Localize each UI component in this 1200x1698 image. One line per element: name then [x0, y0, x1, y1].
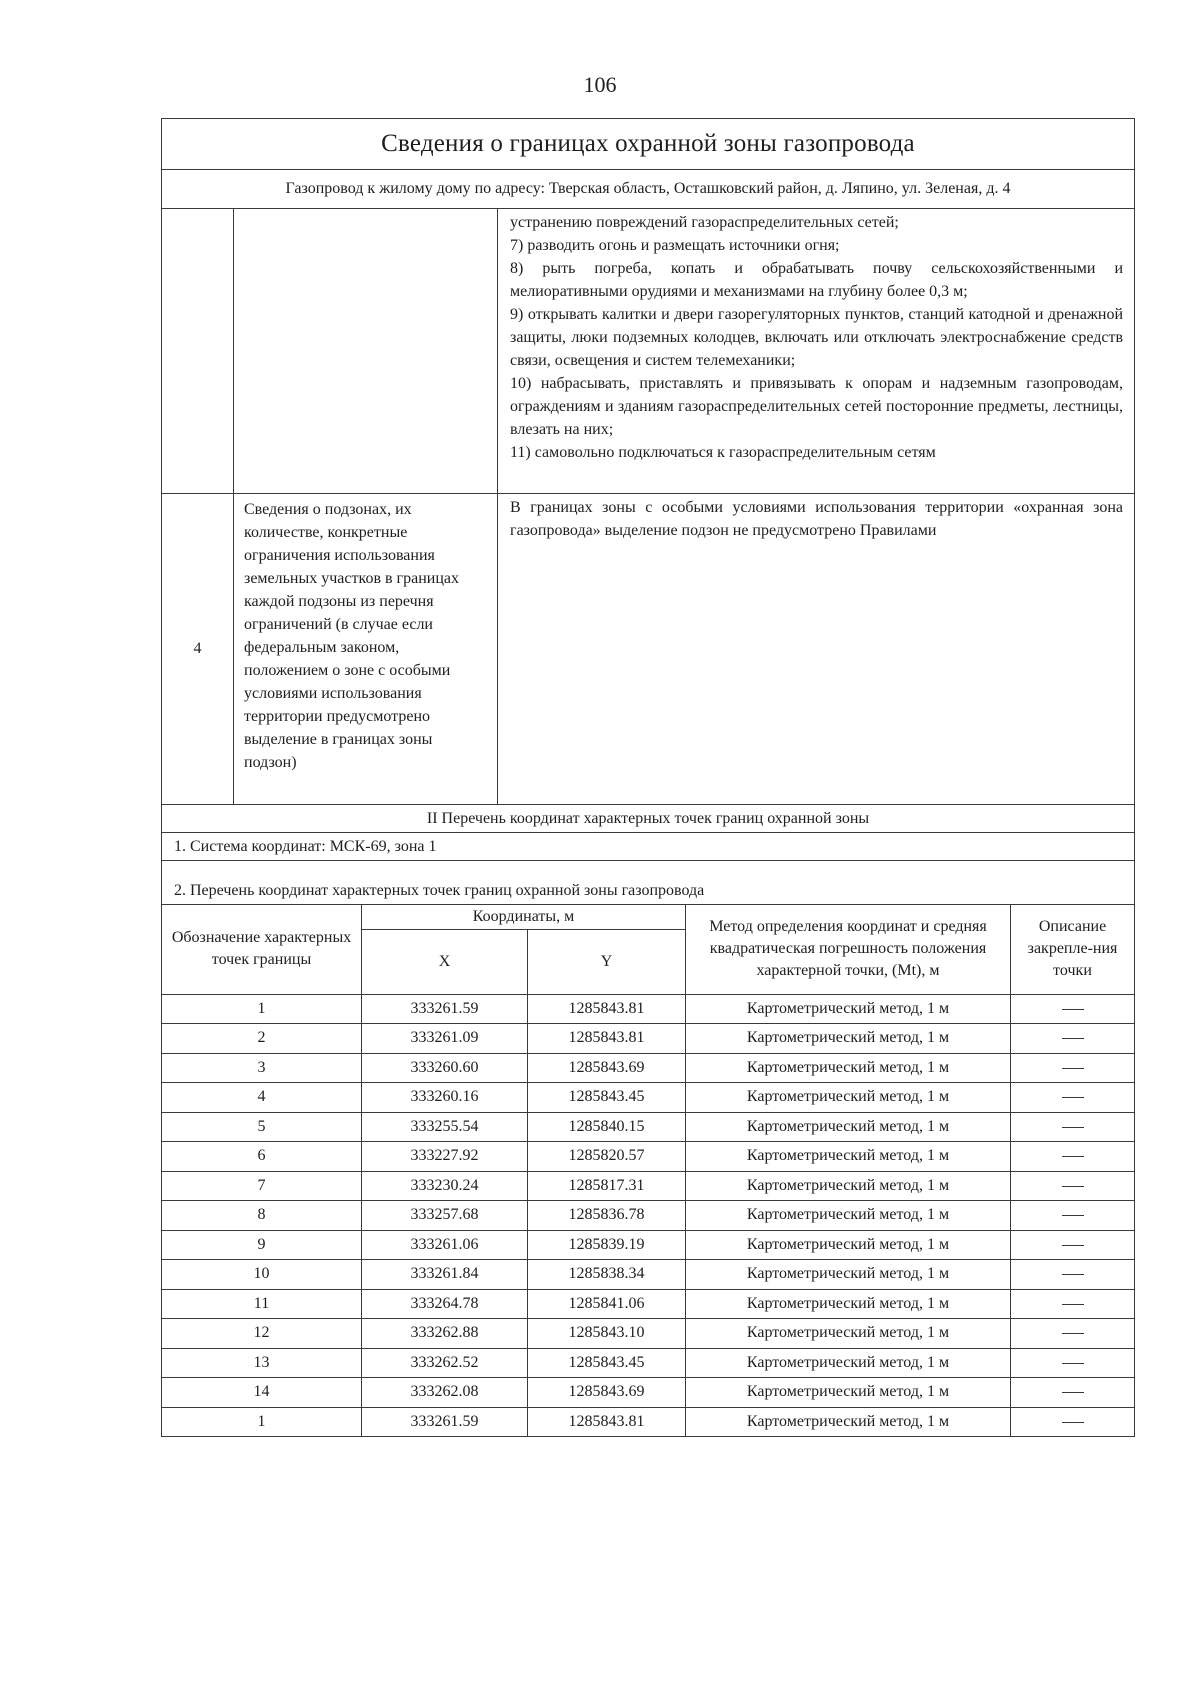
dash-mark — [1062, 1392, 1084, 1393]
dash-mark — [1062, 1127, 1084, 1128]
table-row — [162, 1201, 1135, 1231]
coordinates-table-body — [162, 994, 1135, 1437]
method-cell: Картометрический метод, 1 м — [686, 1348, 1011, 1378]
subzones-label: Сведения о подзонах, их количестве, конкретные ограничения использования земельных участков в границах каждой подзоны из перечня ограничений (в случае если федеральным законом, положением о зоне с особыми условиями использования территории предусмотрено выделение в границах зоны подзон) — [234, 494, 498, 805]
method-cell: Картометрический метод, 1 м — [686, 1053, 1011, 1083]
description-cell — [1011, 1289, 1135, 1319]
table-row — [162, 1142, 1135, 1172]
y-coordinate-cell: 1285843.81 — [528, 1407, 686, 1437]
document-body — [161, 118, 1134, 1437]
dash-mark — [1062, 1274, 1084, 1275]
description-cell — [1011, 994, 1135, 1024]
row-number: 4 — [162, 494, 234, 805]
y-coordinate-cell: 1285843.45 — [528, 1083, 686, 1113]
y-coordinate-cell: 1285836.78 — [528, 1201, 686, 1231]
x-coordinate-cell: 333261.09 — [362, 1024, 528, 1054]
document-title: Сведения о границах охранной зоны газопровода — [162, 119, 1135, 170]
page-number: 106 — [583, 72, 617, 97]
description-cell — [1011, 1171, 1135, 1201]
zone-info-table — [161, 118, 1135, 905]
table-row — [162, 1378, 1135, 1408]
point-cell: 4 — [162, 1083, 362, 1113]
x-coordinate-cell: 333262.08 — [362, 1378, 528, 1408]
empty-label-cell — [234, 209, 498, 494]
y-coordinate-cell: 1285843.81 — [528, 994, 686, 1024]
table-row — [162, 1024, 1135, 1054]
restriction-line: 11) самовольно подключаться к газораспределительным сетям — [510, 444, 936, 461]
point-cell: 3 — [162, 1053, 362, 1083]
x-coordinate-cell: 333227.92 — [362, 1142, 528, 1172]
y-coordinate-cell: 1285843.81 — [528, 1024, 686, 1054]
method-cell: Картометрический метод, 1 м — [686, 1289, 1011, 1319]
y-coordinate-cell: 1285843.45 — [528, 1348, 686, 1378]
dash-mark — [1062, 1215, 1084, 1216]
description-cell — [1011, 1053, 1135, 1083]
x-coordinate-cell: 333255.54 — [362, 1112, 528, 1142]
x-coordinate-cell: 333257.68 — [362, 1201, 528, 1231]
x-coordinate-cell: 333230.24 — [362, 1171, 528, 1201]
method-cell: Картометрический метод, 1 м — [686, 1083, 1011, 1113]
dash-mark — [1062, 1068, 1084, 1069]
point-cell: 8 — [162, 1201, 362, 1231]
point-cell: 7 — [162, 1171, 362, 1201]
coordinates-table — [161, 904, 1135, 1438]
point-cell: 9 — [162, 1230, 362, 1260]
y-coordinate-cell: 1285839.19 — [528, 1230, 686, 1260]
section-heading: II Перечень координат характерных точек границ охранной зоны — [162, 805, 1135, 833]
x-coordinate-cell: 333262.52 — [362, 1348, 528, 1378]
dash-mark — [1062, 1333, 1084, 1334]
x-coordinate-cell: 333261.06 — [362, 1230, 528, 1260]
x-coordinate-cell: 333260.16 — [362, 1083, 528, 1113]
dash-mark — [1062, 1422, 1084, 1423]
method-cell: Картометрический метод, 1 м — [686, 1112, 1011, 1142]
subzones-row — [162, 494, 1135, 805]
dash-mark — [1062, 1245, 1084, 1246]
table-row — [162, 1260, 1135, 1290]
description-cell — [1011, 1319, 1135, 1349]
table-row — [162, 1171, 1135, 1201]
description-cell — [1011, 1230, 1135, 1260]
header-point: Обозначение характерных точек границы — [162, 904, 362, 994]
x-coordinate-cell: 333260.60 — [362, 1053, 528, 1083]
restriction-line: 9) открывать калитки и двери газорегуляторных пунктов, станций катодной и дренажной защиты, люки подземных колодцев, включать или отключать электроснабжение средств связи, освещения и систем телемеханики; — [510, 306, 1124, 369]
table-row — [162, 1407, 1135, 1437]
dash-mark — [1062, 1186, 1084, 1187]
coordinates-list-title: 2. Перечень координат характерных точек границ охранной зоны газопровода — [162, 861, 1135, 905]
x-coordinate-cell: 333261.59 — [362, 994, 528, 1024]
x-coordinate-cell: 333264.78 — [362, 1289, 528, 1319]
table-row — [162, 994, 1135, 1024]
x-coordinate-cell: 333262.88 — [362, 1319, 528, 1349]
y-coordinate-cell: 1285843.69 — [528, 1053, 686, 1083]
y-coordinate-cell: 1285841.06 — [528, 1289, 686, 1319]
method-cell: Картометрический метод, 1 м — [686, 1378, 1011, 1408]
x-coordinate-cell: 333261.84 — [362, 1260, 528, 1290]
description-cell — [1011, 1407, 1135, 1437]
y-coordinate-cell: 1285838.34 — [528, 1260, 686, 1290]
restrictions-text — [498, 209, 1135, 494]
empty-number-cell — [162, 209, 234, 494]
point-cell: 6 — [162, 1142, 362, 1172]
table-row — [162, 1083, 1135, 1113]
table-row — [162, 1053, 1135, 1083]
restriction-line: 7) разводить огонь и размещать источники огня; — [510, 237, 840, 254]
y-coordinate-cell: 1285843.10 — [528, 1319, 686, 1349]
description-cell — [1011, 1201, 1135, 1231]
description-cell — [1011, 1348, 1135, 1378]
x-coordinate-cell: 333261.59 — [362, 1407, 528, 1437]
coordinate-system: 1. Система координат: МСК-69, зона 1 — [162, 833, 1135, 861]
method-cell: Картометрический метод, 1 м — [686, 1260, 1011, 1290]
dash-mark — [1062, 1304, 1084, 1305]
header-method: Метод определения координат и средняя квадратическая погрешность положения характерной точки, (Мt), м — [686, 904, 1011, 994]
header-y: Y — [528, 929, 686, 994]
table-row — [162, 1112, 1135, 1142]
table-row — [162, 1289, 1135, 1319]
restrictions-continuation-row — [162, 209, 1135, 494]
point-cell: 13 — [162, 1348, 362, 1378]
description-cell — [1011, 1112, 1135, 1142]
method-cell: Картометрический метод, 1 м — [686, 1024, 1011, 1054]
description-cell — [1011, 1260, 1135, 1290]
point-cell: 1 — [162, 994, 362, 1024]
point-cell: 2 — [162, 1024, 362, 1054]
dash-mark — [1062, 1097, 1084, 1098]
description-cell — [1011, 1142, 1135, 1172]
table-row — [162, 1348, 1135, 1378]
header-coordinates: Координаты, м — [362, 904, 686, 929]
dash-mark — [1062, 1363, 1084, 1364]
table-row — [162, 1230, 1135, 1260]
point-cell: 1 — [162, 1407, 362, 1437]
point-cell: 10 — [162, 1260, 362, 1290]
document-subtitle: Газопровод к жилому дому по адресу: Тверская область, Осташковский район, д. Ляпино, ул. Зеленая, д. 4 — [162, 170, 1135, 209]
method-cell: Картометрический метод, 1 м — [686, 1171, 1011, 1201]
description-cell — [1011, 1024, 1135, 1054]
y-coordinate-cell: 1285840.15 — [528, 1112, 686, 1142]
y-coordinate-cell: 1285820.57 — [528, 1142, 686, 1172]
method-cell: Картометрический метод, 1 м — [686, 1201, 1011, 1231]
method-cell: Картометрический метод, 1 м — [686, 1319, 1011, 1349]
dash-mark — [1062, 1038, 1084, 1039]
point-cell: 5 — [162, 1112, 362, 1142]
description-cell — [1011, 1378, 1135, 1408]
description-cell — [1011, 1083, 1135, 1113]
subzones-value: В границах зоны с особыми условиями использования территории «охранная зона газопровода» выделение подзон не предусмотрено Правилами — [498, 494, 1135, 805]
dash-mark — [1062, 1009, 1084, 1010]
table-row — [162, 1319, 1135, 1349]
method-cell: Картометрический метод, 1 м — [686, 994, 1011, 1024]
point-cell: 12 — [162, 1319, 362, 1349]
header-description: Описание закрепле-ния точки — [1011, 904, 1135, 994]
y-coordinate-cell: 1285817.31 — [528, 1171, 686, 1201]
y-coordinate-cell: 1285843.69 — [528, 1378, 686, 1408]
method-cell: Картометрический метод, 1 м — [686, 1230, 1011, 1260]
method-cell: Картометрический метод, 1 м — [686, 1142, 1011, 1172]
restriction-line: устранению повреждений газораспределительных сетей; — [510, 214, 899, 231]
restriction-line: 8) рыть погреба, копать и обрабатывать почву сельскохозяйственными и мелиоративными орудиями и механизмами на глубину более 0,3 м; — [510, 260, 1124, 300]
method-cell: Картометрический метод, 1 м — [686, 1407, 1011, 1437]
header-x: X — [362, 929, 528, 994]
restriction-line: 10) набрасывать, приставлять и привязывать к опорам и надземным газопроводам, ограждениям и зданиям газораспределительных сетей посторонние предметы, лестницы, влезать на них; — [510, 375, 1124, 438]
point-cell: 11 — [162, 1289, 362, 1319]
point-cell: 14 — [162, 1378, 362, 1408]
dash-mark — [1062, 1156, 1084, 1157]
